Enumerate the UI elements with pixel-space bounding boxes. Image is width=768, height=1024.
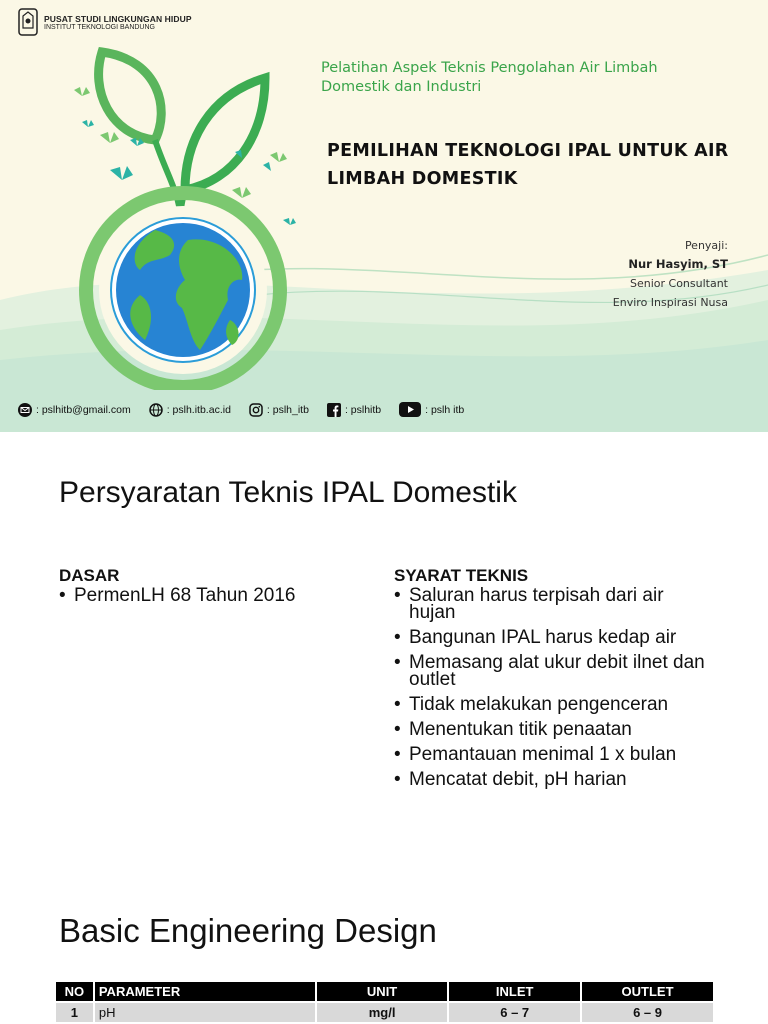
- presenter-company: Enviro Inspirasi Nusa: [612, 296, 728, 309]
- cell-parameter: pH: [95, 1003, 315, 1022]
- title-slide: [0, 0, 768, 432]
- col-unit: UNIT: [317, 982, 448, 1001]
- contact-facebook[interactable]: [327, 403, 381, 417]
- youtube-icon: [399, 402, 421, 417]
- requirements-title: Persyaratan Teknis IPAL Domestik: [59, 476, 517, 509]
- pslh-logo: [18, 8, 192, 36]
- globe-leaves-graphic: [60, 40, 300, 390]
- list-item: • Saluran harus terpisah dari air hujan: [394, 587, 714, 621]
- logo-line2: INSTITUT TEKNOLOGI BANDUNG: [44, 23, 155, 31]
- col-no: NO: [56, 982, 93, 1001]
- email-icon: [18, 403, 32, 417]
- presenter-name: Nur Hasyim, ST: [628, 257, 728, 271]
- list-item: • Menentukan titik penaatan: [394, 721, 714, 738]
- presenter-label: Penyaji:: [684, 239, 728, 252]
- facebook-icon: [327, 403, 341, 417]
- list-item: • PermenLH 68 Tahun 2016: [59, 587, 339, 604]
- design-table: [54, 980, 715, 1024]
- list-item: • Memasang alat ukur debit ilnet dan outlet: [394, 654, 714, 688]
- contact-instagram[interactable]: [249, 403, 309, 417]
- dasar-list: [59, 587, 339, 604]
- contact-email[interactable]: [18, 403, 131, 417]
- itb-emblem-icon: [18, 8, 38, 36]
- leaf-left-icon: [99, 52, 162, 140]
- syarat-column: [394, 566, 714, 796]
- contact-instagram-text: : pslh_itb: [266, 403, 309, 416]
- contact-youtube-text: : pslh itb: [425, 403, 465, 416]
- contact-website-text: : pslh.itb.ac.id: [166, 403, 231, 416]
- contact-email-text: : pslhitb@gmail.com: [36, 403, 131, 416]
- col-parameter: PARAMETER: [95, 982, 315, 1001]
- cell-no: 1: [56, 1003, 93, 1022]
- globe-icon: [149, 403, 163, 417]
- contact-website[interactable]: [149, 403, 231, 417]
- design-slide: [0, 832, 768, 1024]
- cell-outlet: 6 – 9: [582, 1003, 713, 1022]
- requirements-slide: [0, 432, 768, 832]
- leaf-right-icon: [185, 78, 265, 190]
- contact-bar: [18, 402, 482, 417]
- contact-youtube[interactable]: [399, 402, 464, 417]
- col-inlet: INLET: [449, 982, 580, 1001]
- list-item: • Tidak melakukan pengenceran: [394, 696, 714, 713]
- list-item: • Mencatat debit, pH harian: [394, 771, 714, 788]
- table-row: [56, 1003, 713, 1022]
- dasar-column: [59, 566, 339, 612]
- instagram-icon: [249, 403, 263, 417]
- design-title: Basic Engineering Design: [59, 912, 437, 949]
- presenter-info: [613, 236, 728, 312]
- syarat-list: [394, 587, 714, 788]
- dasar-heading: DASAR: [59, 566, 120, 585]
- presenter-role: Senior Consultant: [629, 277, 728, 290]
- contact-facebook-text: : pslhitb: [344, 403, 382, 416]
- list-item: • Bangunan IPAL harus kedap air: [394, 629, 714, 646]
- table-header-row: [56, 982, 713, 1001]
- slide-title: PEMILIHAN TEKNOLOGI IPAL UNTUK AIR LIMBAH DOMESTIK: [327, 141, 729, 189]
- list-item: • Pemantauan menimal 1 x bulan: [394, 746, 714, 763]
- training-subtitle: Pelatihan Aspek Teknis Pengolahan Air Limbah Domestik dan Industri: [321, 60, 658, 95]
- cell-inlet: 6 – 7: [449, 1003, 580, 1022]
- syarat-heading: SYARAT TEKNIS: [394, 566, 529, 585]
- logo-line1: PUSAT STUDI LINGKUNGAN HIDUP: [44, 13, 192, 24]
- col-outlet: OUTLET: [582, 982, 713, 1001]
- cell-unit: mg/l: [317, 1003, 448, 1022]
